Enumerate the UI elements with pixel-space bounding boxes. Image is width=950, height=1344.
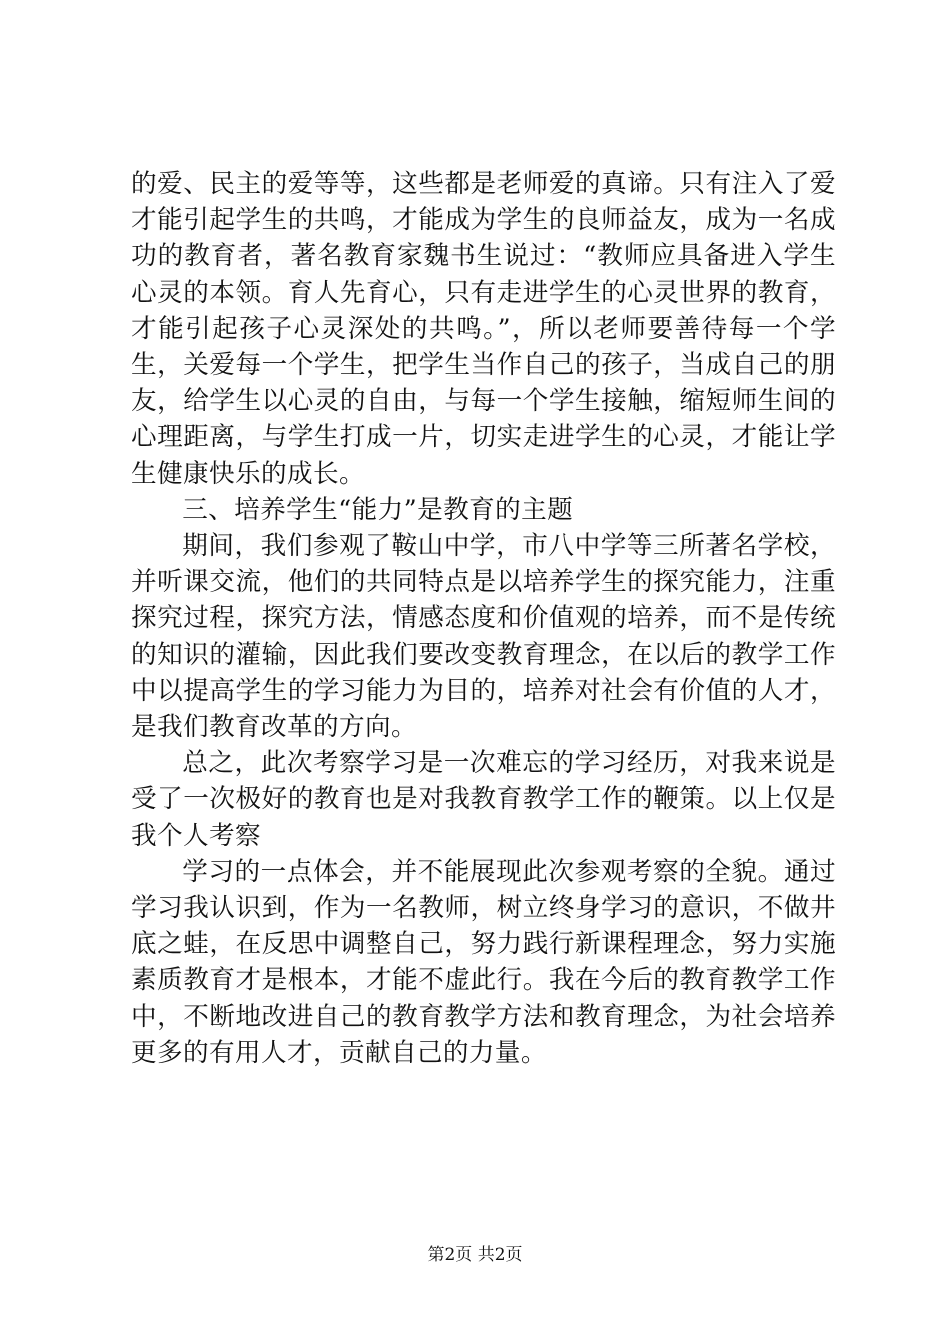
section-heading: 三、培养学生“能力”是教育的主题 [182, 494, 574, 525]
paragraph-visit: 期间，我们参观了鞍山中学，市八中学等三所著名学校，并听课交流，他们的共同特点是以培养学生的探究能力，注重探究过程，探究方法，情感态度和价值观的培养，而不是传统的知识的灌输，因此我们要改变教育理念，在以后的教学工作中以提高学生的学习能力为目的，培养对社会有价值的人才，是我们教育改革的方向。 [131, 531, 836, 743]
paragraph-continuation: 的爱、民主的爱等等，这些都是老师爱的真谛。只有注入了爱才能引起学生的共鸣，才能成为学生的良师益友，成为一名成功的教育者，著名教育家魏书生说过：“教师应具备进入学生心灵的本领。育人先育心，只有走进学生的心灵世界的教育，才能引起孩子心灵深处的共鸣。”，所以老师要善待每一个学生，关爱每一个学生，把学生当作自己的孩子，当成自己的朋友，给学生以心灵的自由，与每一个学生接触，缩短师生间的心理距离，与学生打成一片，切实走进学生的心灵，才能让学生健康快乐的成长。 [131, 169, 836, 489]
paragraph-summary: 总之，此次考察学习是一次难忘的学习经历，对我来说是受了一次极好的教育也是对我教育教学工作的鞭策。以上仅是我个人考察 [131, 748, 836, 851]
paragraph-conclusion: 学习的一点体会，并不能展现此次参观考察的全貌。通过学习我认识到，作为一名教师，树立终身学习的意识，不做井底之蛙，在反思中调整自己，努力践行新课程理念，努力实施素质教育才是根本，才能不虚此行。我在今后的教育教学工作中，不断地改进自己的教育教学方法和教育理念，为社会培养更多的有用人才，贡献自己的力量。 [131, 856, 836, 1068]
document-body [131, 166, 836, 1071]
page-footer: 第2页 共2页 [427, 1245, 523, 1265]
